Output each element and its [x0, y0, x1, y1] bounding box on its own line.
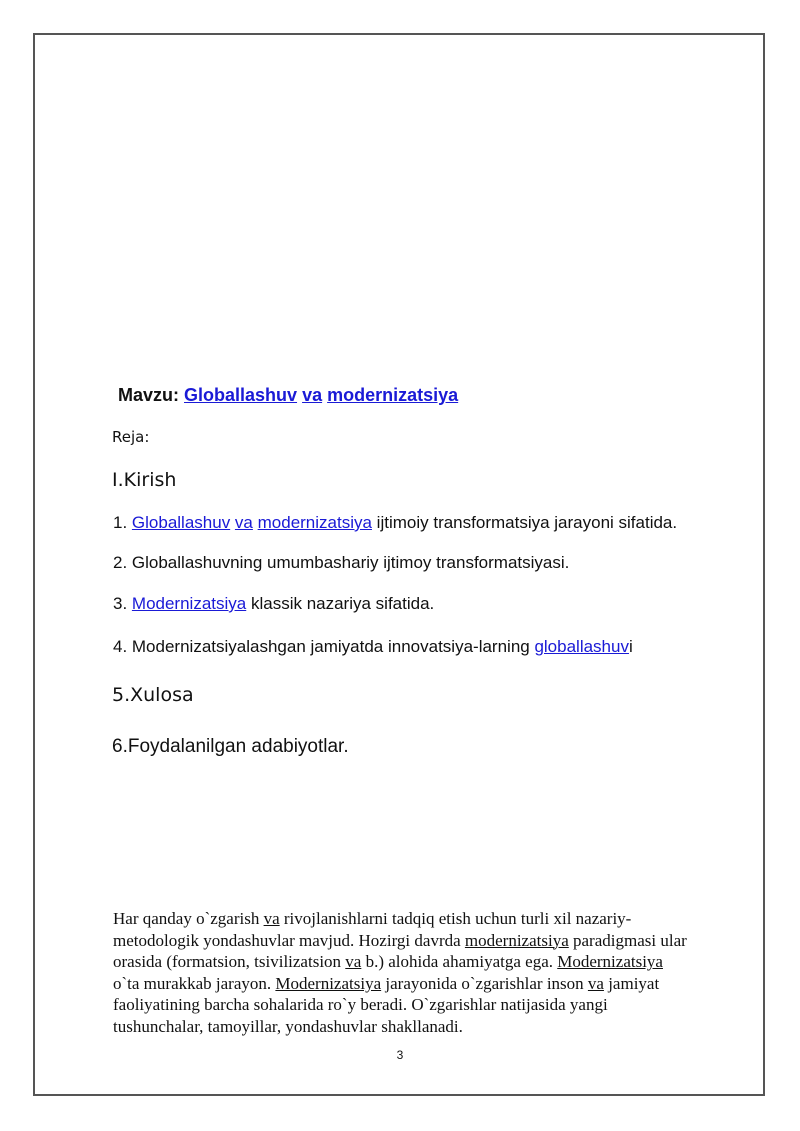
item-1-number: 1.: [113, 513, 132, 532]
paragraph-line-3: [113, 951, 763, 973]
paragraph-line-4: [113, 973, 763, 995]
plan-item-3: [113, 594, 434, 614]
paragraph-line-2: [113, 930, 763, 952]
body-paragraph: [113, 908, 763, 1038]
p1-word-va: va: [263, 909, 280, 928]
item-1-link-globallashuv[interactable]: Globallashuv: [131, 513, 231, 532]
p4-text-c: jarayonida o`zgarishlar inson: [381, 973, 588, 993]
item-4-text: 4. Modernizatsiyalashgan jamiyatda innovatsiya-larning: [113, 637, 535, 656]
p2-text-c: paradigmasi ular: [568, 930, 687, 950]
p3-word-va: va: [345, 952, 362, 972]
p1-text-c: rivojlanishlarni tadqiq etish uchun turli xil nazariy-: [279, 909, 632, 928]
title-link-va[interactable]: va: [302, 385, 323, 405]
title-prefix: Mavzu:: [118, 385, 185, 405]
plan-item-2: 2. Globallashuvning umumbashariy ijtimoy transformatsiyasi.: [113, 553, 570, 572]
p2-word-modernizatsiya: modernizatsiya: [464, 930, 569, 950]
title-link-globallashuv[interactable]: Globallashuv: [184, 385, 298, 405]
plan-label: Reja:: [112, 428, 150, 446]
item-4-link-globallashuv[interactable]: globallashuv: [534, 637, 629, 656]
p2-text-a: metodologik yondashuvlar mavjud. Hozirgi davrda: [113, 930, 465, 950]
item-3-number: 3.: [113, 594, 132, 613]
title-link-modernizatsiya[interactable]: modernizatsiya: [327, 385, 459, 405]
item-4-suffix: i: [628, 637, 633, 656]
item-1-link-va[interactable]: va: [234, 513, 253, 532]
paragraph-line-5: faoliyatining barcha sohalarida ro`y beradi. O`zgarishlar natijasida yangi: [113, 995, 608, 1015]
references-heading: 6.Foydalanilgan adabiyotlar.: [112, 736, 349, 757]
paragraph-line-1: [113, 908, 763, 930]
p1-text-a: Har qanday o`zgarish: [113, 909, 264, 928]
paragraph-line-6: tushunchalar, tamoyillar, yondashuvlar shakllanadi.: [113, 1016, 463, 1036]
item-1-text: ijtimoiy transformatsiya jarayoni sifatida.: [371, 513, 678, 532]
p3-word-modernizatsiya: Modernizatsiya: [557, 952, 663, 972]
plan-item-1: [113, 513, 677, 533]
p4-text-a: o`ta murakkab jarayon.: [113, 973, 276, 993]
conclusion-heading: 5.Xulosa: [112, 684, 194, 706]
page-number: 3: [396, 1048, 404, 1062]
plan-item-4: [113, 637, 633, 657]
item-3-text: klassik nazariya sifatida.: [246, 594, 435, 613]
intro-heading: I.Kirish: [112, 469, 177, 491]
p3-text-a: orasida (formatsion, tsivilizatsion: [113, 952, 346, 972]
p4-word-va: va: [587, 973, 604, 993]
p3-text-c: b.) alohida ahamiyatga ega.: [361, 952, 558, 972]
p4-word-modernizatsiya: Modernizatsiya: [275, 973, 382, 993]
p4-text-e: jamiyat: [603, 973, 660, 993]
document-title: [118, 385, 458, 406]
item-3-link-modernizatsiya[interactable]: Modernizatsiya: [131, 594, 247, 613]
item-1-link-modernizatsiya[interactable]: modernizatsiya: [257, 513, 372, 532]
